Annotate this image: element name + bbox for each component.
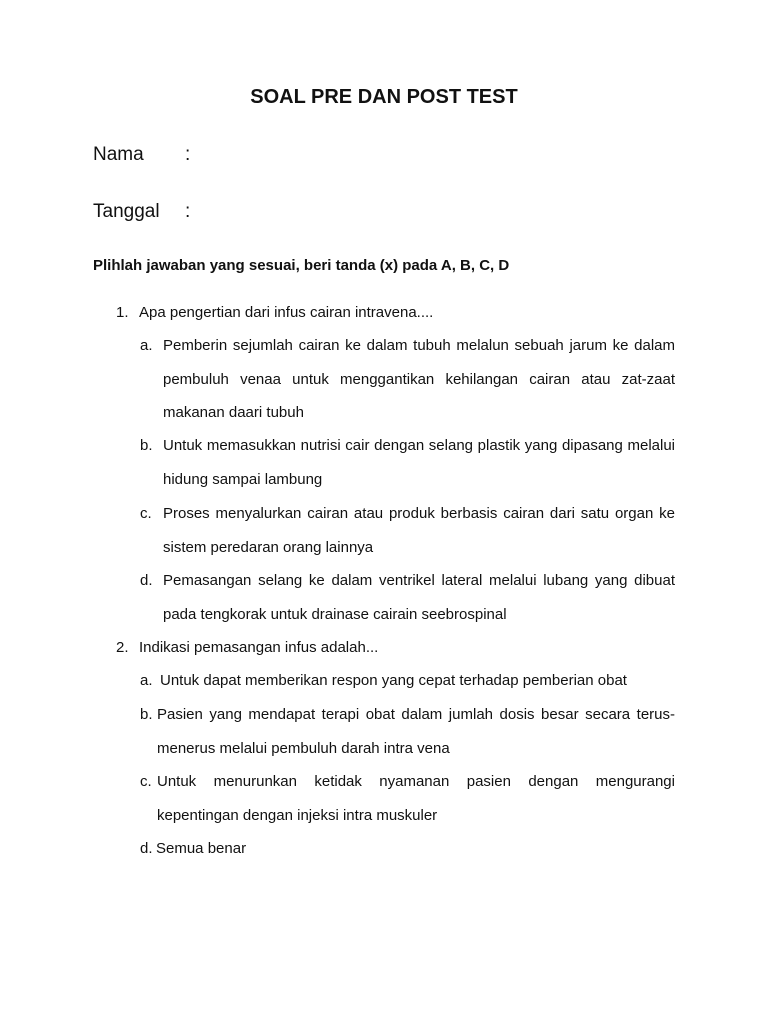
option-letter: c. — [140, 773, 152, 790]
question-number: 1. — [116, 304, 129, 321]
option-text: Pemasangan selang ke dalam ventrikel lateral melalui lubang yang dibuat pada tengkorak untuk drainase cairain seebrospinal — [163, 572, 675, 623]
option-letter: b. — [140, 706, 153, 723]
tanggal-label: Tanggal — [93, 201, 160, 222]
question-number: 2. — [116, 639, 129, 656]
option-1a — [140, 329, 675, 430]
option-letter: b. — [140, 437, 153, 454]
option-1d — [140, 564, 675, 631]
option-2d — [140, 832, 675, 866]
option-letter: d. — [140, 572, 153, 589]
question-1 — [116, 304, 433, 321]
option-text: Untuk dapat memberikan respon yang cepat terhadap pemberian obat — [160, 672, 627, 689]
question-2 — [116, 639, 378, 656]
question-text: Indikasi pemasangan infus adalah... — [139, 639, 379, 656]
nama-field — [93, 144, 190, 166]
question-text: Apa pengertian dari infus cairan intravena.... — [139, 304, 434, 321]
nama-label: Nama — [93, 144, 144, 165]
option-1b — [140, 429, 675, 496]
option-letter: a. — [140, 337, 153, 354]
tanggal-field — [93, 201, 190, 223]
option-letter: c. — [140, 505, 152, 522]
option-letter: d. — [140, 840, 153, 857]
option-2a — [140, 664, 675, 698]
option-text: Semua benar — [156, 840, 247, 857]
page-title: SOAL PRE DAN POST TEST — [250, 86, 518, 108]
option-2c — [140, 765, 675, 832]
option-2b — [140, 698, 675, 765]
option-1c — [140, 497, 675, 564]
nama-separator: : — [185, 144, 191, 165]
option-text: Pasien yang mendapat terapi obat dalam jumlah dosis besar secara terus-menerus melalui pembuluh darah intra vena — [157, 706, 675, 757]
option-letter: a. — [140, 672, 153, 689]
instruction-text: Plihlah jawaban yang sesuai, beri tanda (x) pada A, B, C, D — [93, 257, 510, 274]
option-text: Untuk memasukkan nutrisi cair dengan selang plastik yang dipasang melalui hidung sampai lambung — [163, 437, 675, 488]
option-text: Untuk menurunkan ketidak nyamanan pasien dengan mengurangi kepentingan dengan injeksi intra muskuler — [157, 773, 675, 824]
tanggal-separator: : — [185, 201, 191, 222]
option-text: Pemberin sejumlah cairan ke dalam tubuh melalun sebuah jarum ke dalam pembuluh venaa untuk menggantikan kehilangan cairan atau zat-zaat makanan daari tubuh — [163, 337, 675, 421]
option-text: Proses menyalurkan cairan atau produk berbasis cairan dari satu organ ke sistem peredaran orang lainnya — [163, 505, 675, 556]
